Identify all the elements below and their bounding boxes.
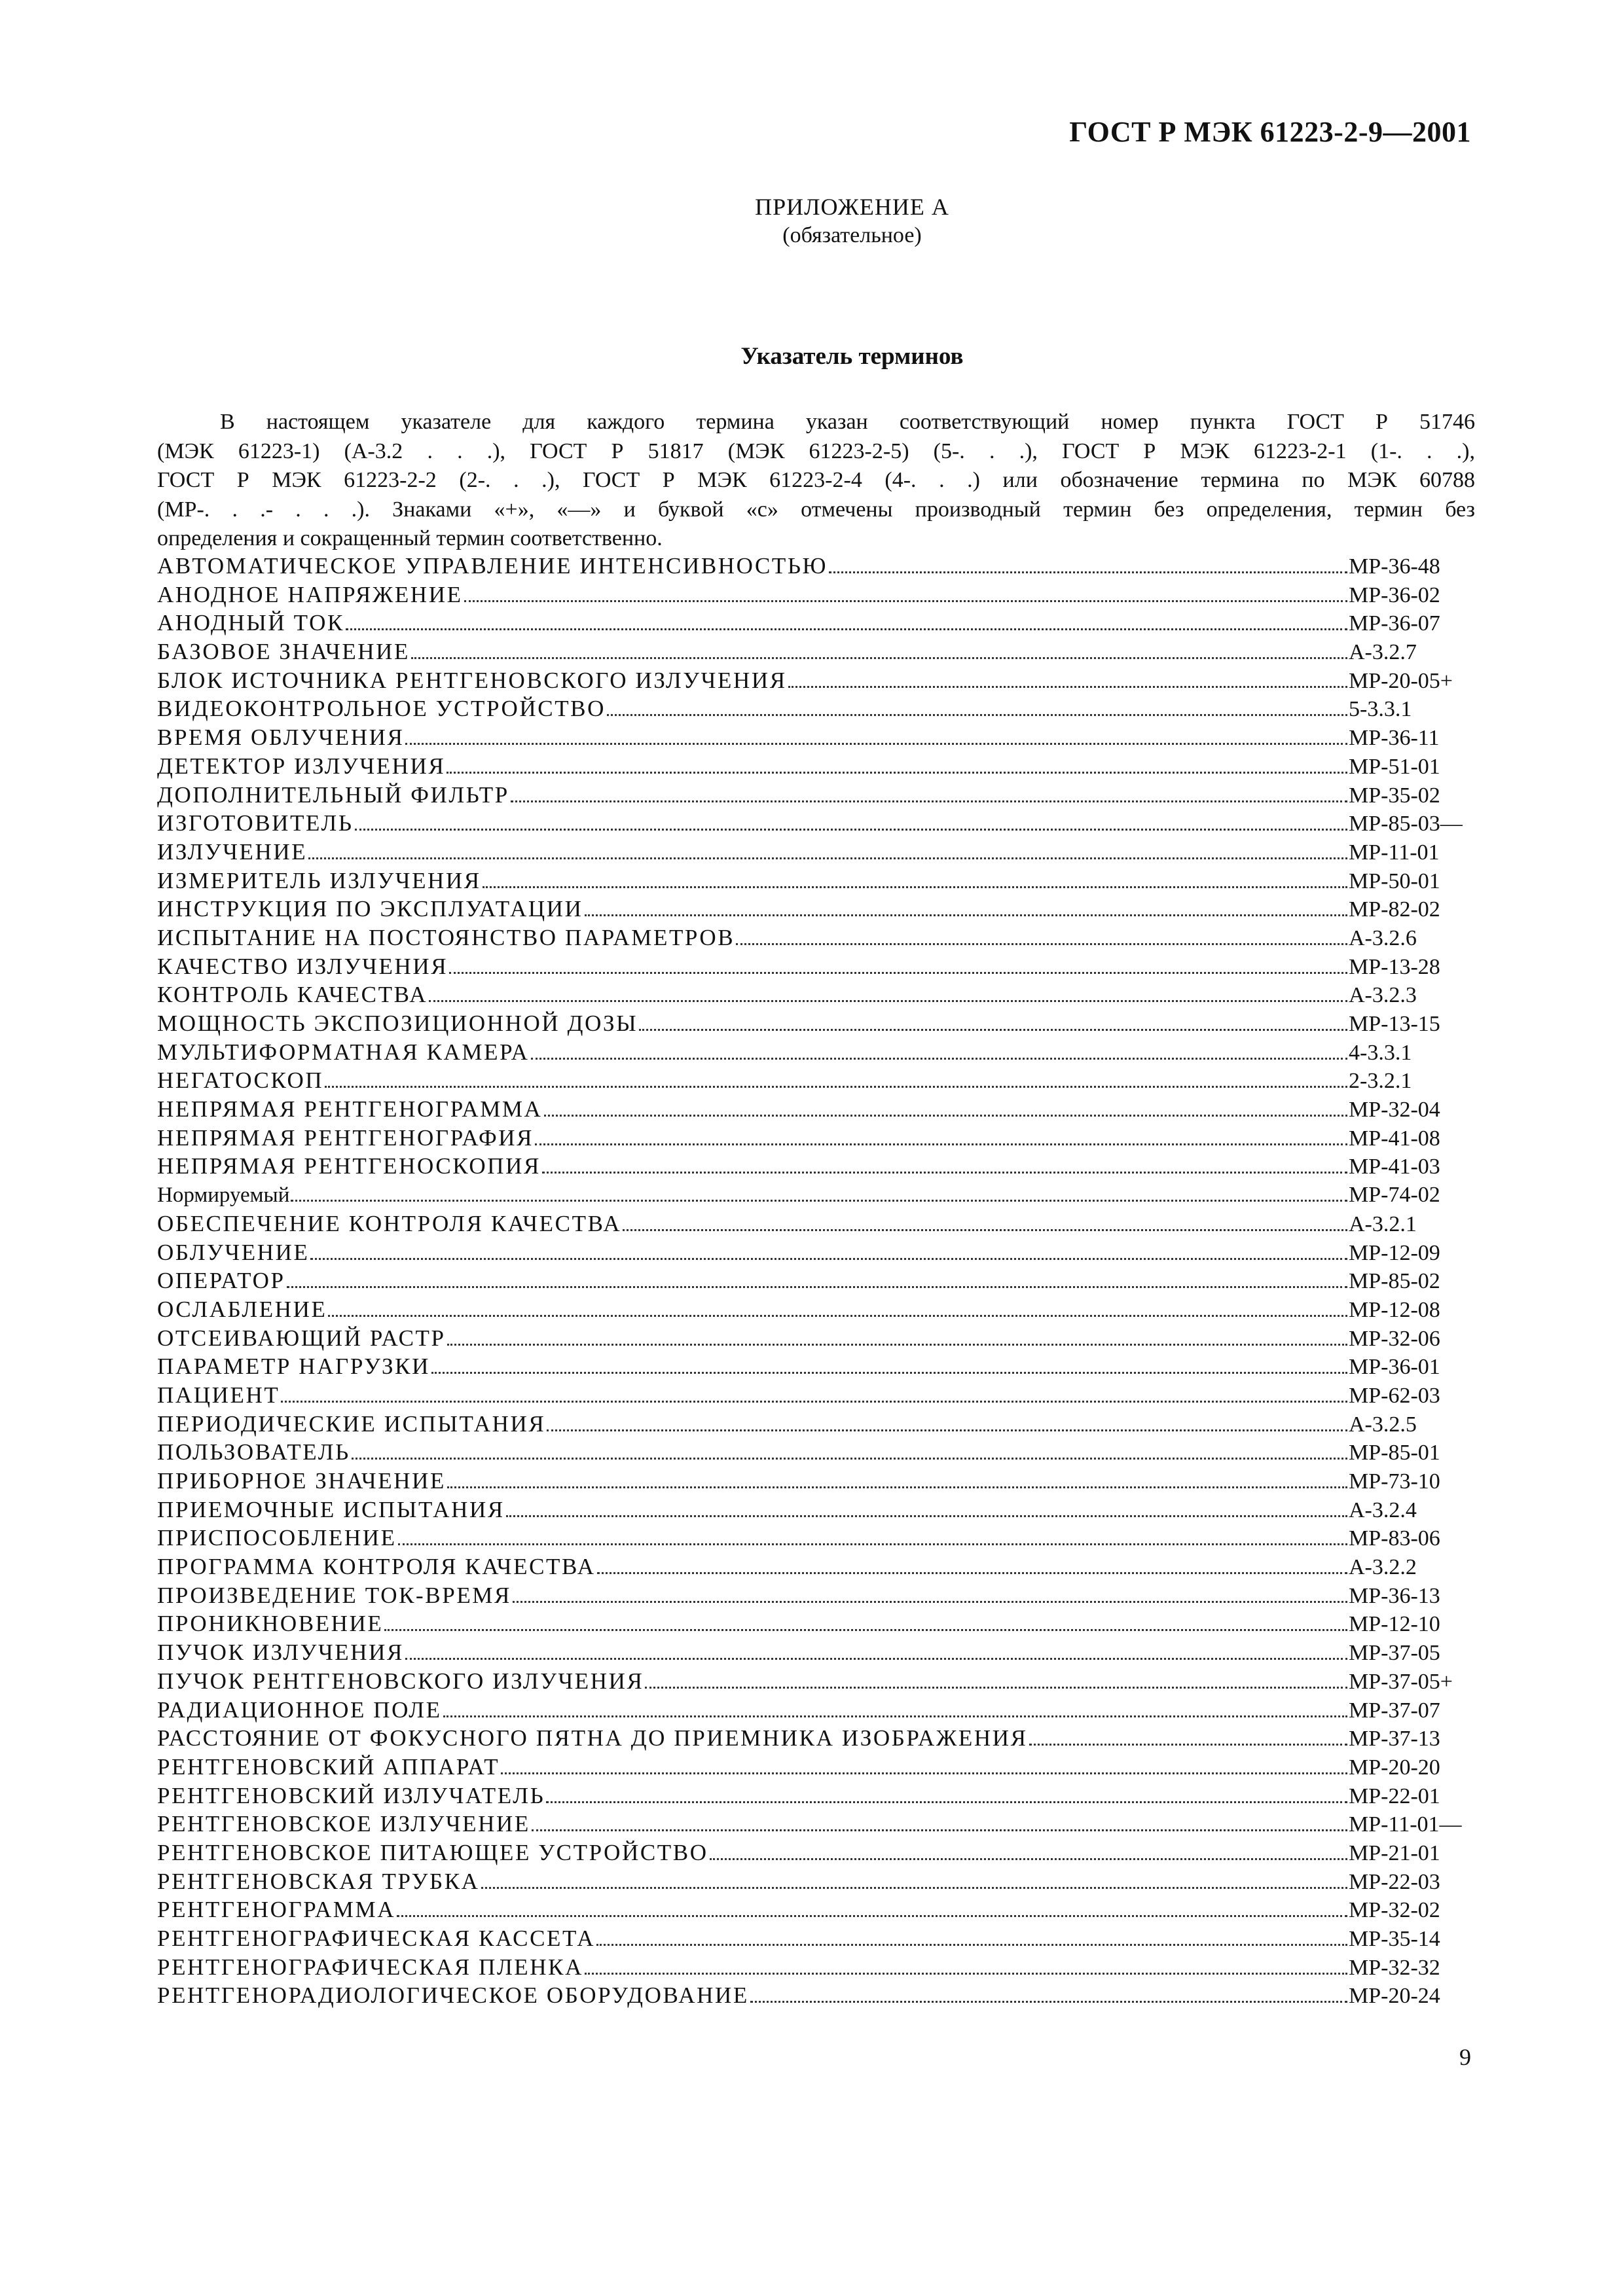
dot-leader: [544, 1115, 1347, 1117]
term-entry: [157, 1581, 1481, 1610]
appendix-subtitle: (обязательное): [782, 223, 922, 247]
dot-leader: [405, 743, 1347, 745]
term-entry: [157, 1552, 1481, 1581]
dot-leader: [429, 1000, 1347, 1002]
appendix-title: ПРИЛОЖЕНИЕ А: [755, 194, 949, 220]
term-entry: [157, 1981, 1481, 2010]
term-entry: [157, 609, 1481, 637]
term-name: КОНТРОЛЬ КАЧЕСТВА: [157, 982, 428, 1008]
term-entry: [157, 1124, 1481, 1153]
term-name: АВТОМАТИЧЕСКОЕ УПРАВЛЕНИЕ ИНТЕНСИВНОСТЬЮ: [157, 553, 828, 579]
term-name: НЕПРЯМАЯ РЕНТГЕНОГРАММА: [157, 1096, 543, 1122]
dot-leader: [449, 972, 1347, 974]
index-title: Указатель терминов: [740, 343, 964, 370]
term-reference: МР-32-04: [1349, 1098, 1440, 1122]
term-reference: МР-13-28: [1349, 954, 1440, 979]
document-code: ГОСТ Р МЭК 61223-2-9—2001: [1069, 116, 1471, 148]
dot-leader: [607, 714, 1347, 716]
term-name: ПУЧОК РЕНТГЕНОВСКОГО ИЗЛУЧЕНИЯ: [157, 1668, 644, 1694]
intro-line: ГОСТ Р МЭК 61223-2-2 (2-. . .), ГОСТ Р МЭК 61223-2-4 (4-. . .) или обозначение термина по МЭК 60788: [157, 468, 1475, 492]
dot-leader: [788, 686, 1347, 688]
term-reference: МР-12-09: [1349, 1240, 1440, 1265]
dot-leader: [411, 657, 1347, 659]
dot-leader: [384, 1629, 1347, 1631]
term-reference: 5-3.3.1: [1349, 697, 1412, 722]
dot-leader: [511, 800, 1347, 802]
term-reference: А-3.2.7: [1349, 640, 1417, 665]
dot-leader: [328, 1315, 1347, 1317]
term-reference: МР-37-05+: [1349, 1669, 1453, 1694]
term-reference: МР-32-02: [1349, 1898, 1440, 1923]
term-entry: [157, 1009, 1481, 1038]
dot-leader: [398, 1543, 1347, 1545]
term-reference: МР-74-02: [1349, 1183, 1440, 1208]
term-reference: МР-32-06: [1349, 1326, 1440, 1351]
term-entry: [157, 1324, 1481, 1353]
term-name: АНОДНЫЙ ТОК: [157, 610, 344, 636]
page-number: 9: [1459, 2044, 1471, 2070]
intro-line: В настоящем указателе для каждого термина указан соответствующий номер пункта ГОСТ Р 51746: [220, 410, 1475, 434]
dot-leader: [585, 914, 1347, 916]
term-reference: МР-50-01: [1349, 869, 1440, 893]
term-name: ОСЛАБЛЕНИЕ: [157, 1296, 327, 1322]
term-entry: [157, 1524, 1481, 1552]
term-entry: [157, 1410, 1481, 1439]
term-entry: [157, 1438, 1481, 1467]
term-entry: [157, 581, 1481, 609]
term-name: РЕНТГЕНОВСКИЙ ИЗЛУЧАТЕЛЬ: [157, 1782, 545, 1808]
term-name: ОБЕСПЕЧЕНИЕ КОНТРОЛЯ КАЧЕСТВА: [157, 1210, 622, 1236]
intro-line: определения и сокращенный термин соответственно.: [157, 526, 663, 550]
term-name: ПАРАМЕТР НАГРУЗКИ: [157, 1354, 430, 1380]
term-reference: МР-36-01: [1349, 1355, 1440, 1380]
term-reference: МР-36-07: [1349, 611, 1440, 636]
dot-leader: [352, 1458, 1347, 1460]
term-entry: [157, 1266, 1481, 1295]
term-entry: [157, 1810, 1481, 1839]
term-name: РЕНТГЕНОВСКОЕ ИЗЛУЧЕНИЕ: [157, 1811, 530, 1837]
term-entry: [157, 1095, 1481, 1124]
dot-leader: [506, 1515, 1347, 1517]
dot-leader: [443, 1715, 1347, 1717]
term-entry: [157, 1066, 1481, 1095]
term-name: РЕНТГЕНОВСКАЯ ТРУБКА: [157, 1868, 480, 1894]
term-reference: МР-82-02: [1349, 897, 1440, 922]
term-name: ИЗГОТОВИТЕЛЬ: [157, 810, 354, 836]
term-name: КАЧЕСТВО ИЗЛУЧЕНИЯ: [157, 953, 448, 979]
term-name: РЕНТГЕНОГРАФИЧЕСКАЯ ПЛЕНКА: [157, 1954, 583, 1980]
term-reference: МР-62-03: [1349, 1383, 1440, 1408]
term-entry: [157, 1953, 1481, 1982]
term-name: ПРИЕМОЧНЫЕ ИСПЫТАНИЯ: [157, 1496, 505, 1522]
term-reference: МР-41-03: [1349, 1155, 1440, 1179]
term-entry: [157, 924, 1481, 952]
term-entry: [157, 867, 1481, 895]
term-reference: МР-35-14: [1349, 1927, 1440, 1951]
term-reference: МР-85-01: [1349, 1441, 1440, 1465]
dot-leader: [597, 1572, 1347, 1574]
dot-leader: [750, 2001, 1347, 2003]
term-entry: [157, 1467, 1481, 1496]
term-reference: 2-3.2.1: [1349, 1069, 1412, 1094]
term-reference: А-3.2.3: [1349, 983, 1417, 1008]
term-name: ПРИСПОСОБЛЕНИЕ: [157, 1525, 397, 1551]
term-entry: [157, 1381, 1481, 1410]
term-name: ДОПОЛНИТЕЛЬНЫЙ ФИЛЬТР: [157, 781, 509, 808]
term-name: ИЗМЕРИТЕЛЬ ИЗЛУЧЕНИЯ: [157, 867, 481, 893]
dot-leader: [535, 1143, 1347, 1145]
term-reference: А-3.2.4: [1349, 1498, 1417, 1522]
term-name: ИСПЫТАНИЕ НА ПОСТОЯНСТВО ПАРАМЕТРОВ: [157, 924, 735, 950]
term-reference: А-3.2.6: [1349, 925, 1417, 950]
term-entry: [157, 809, 1481, 838]
dot-leader: [531, 1058, 1347, 1060]
term-entry: [157, 1782, 1481, 1810]
dot-leader: [596, 1944, 1347, 1946]
term-entry: [157, 1867, 1481, 1896]
dot-leader: [355, 829, 1347, 831]
term-name: РЕНТГЕНОВСКОЕ ПИТАЮЩЕЕ УСТРОЙСТВО: [157, 1839, 708, 1865]
term-reference: МР-85-03—: [1349, 812, 1463, 836]
term-entry: [157, 666, 1481, 695]
dot-leader: [542, 1172, 1347, 1174]
term-name: НЕГАТОСКОП: [157, 1067, 324, 1094]
dot-leader: [287, 1286, 1347, 1288]
term-name: ОТСЕИВАЮЩИЙ РАСТР: [157, 1325, 446, 1351]
dot-leader: [639, 1029, 1347, 1031]
term-reference: МР-32-32: [1349, 1955, 1440, 1980]
term-entry: [157, 552, 1481, 581]
term-name: ДЕТЕКТОР ИЗЛУЧЕНИЯ: [157, 753, 446, 779]
term-name: РЕНТГЕНОВСКИЙ АППАРАТ: [157, 1753, 500, 1780]
term-entry: [157, 1152, 1481, 1181]
term-name: ВИДЕОКОНТРОЛЬНОЕ УСТРОЙСТВО: [157, 696, 606, 722]
term-reference: МР-12-10: [1349, 1612, 1440, 1637]
term-entry: [157, 1753, 1481, 1782]
term-reference: МР-37-07: [1349, 1698, 1440, 1723]
term-name: РАССТОЯНИЕ ОТ ФОКУСНОГО ПЯТНА ДО ПРИЕМНИКА ИЗОБРАЖЕНИЯ: [157, 1725, 1028, 1751]
term-name: МУЛЬТИФОРМАТНАЯ КАМЕРА: [157, 1039, 530, 1065]
term-reference: МР-73-10: [1349, 1469, 1440, 1494]
term-reference: МР-20-24: [1349, 1984, 1440, 2009]
term-reference: А-3.2.1: [1349, 1211, 1417, 1236]
term-name: БАЗОВОЕ ЗНАЧЕНИЕ: [157, 639, 410, 665]
dot-leader: [736, 943, 1347, 945]
term-reference: МР-22-03: [1349, 1869, 1440, 1894]
term-entry: [157, 1667, 1481, 1696]
term-reference: МР-83-06: [1349, 1526, 1440, 1551]
term-entry: [157, 1609, 1481, 1638]
term-name: ПРОГРАММА КОНТРОЛЯ КАЧЕСТВА: [157, 1554, 596, 1580]
term-reference: МР-35-02: [1349, 783, 1440, 808]
term-reference: МР-36-11: [1349, 726, 1440, 751]
term-reference: МР-21-01: [1349, 1840, 1440, 1865]
term-entry: [157, 838, 1481, 867]
dot-leader: [405, 1658, 1347, 1660]
term-reference: МР-20-20: [1349, 1755, 1440, 1780]
term-name: НЕПРЯМАЯ РЕНТГЕНОСКОПИЯ: [157, 1153, 541, 1179]
term-name: ИЗЛУЧЕНИЕ: [157, 838, 308, 865]
dot-leader: [547, 1429, 1347, 1431]
term-entry: [157, 1352, 1481, 1381]
term-reference: МР-51-01: [1349, 754, 1440, 779]
term-entry: [157, 952, 1481, 981]
term-entry: [157, 1924, 1481, 1953]
term-reference: 4-3.3.1: [1349, 1040, 1412, 1065]
dot-leader: [281, 1401, 1347, 1403]
term-name: ПОЛЬЗОВАТЕЛЬ: [157, 1439, 350, 1465]
dot-leader: [346, 628, 1347, 630]
dot-leader: [481, 1887, 1347, 1889]
term-entry: [157, 895, 1481, 924]
dot-leader: [513, 1601, 1347, 1603]
dot-leader: [829, 571, 1347, 573]
term-name: РЕНТГЕНОГРАФИЧЕСКАЯ КАССЕТА: [157, 1926, 596, 1951]
term-reference: МР-36-13: [1349, 1583, 1440, 1608]
term-entry: [157, 1238, 1481, 1267]
dot-leader: [397, 1915, 1347, 1917]
term-name: ПРИБОРНОЕ ЗНАЧЕНИЕ: [157, 1468, 446, 1494]
term-name: ИНСТРУКЦИЯ ПО ЭКСПЛУАТАЦИИ: [157, 896, 583, 922]
term-entry: [157, 723, 1481, 752]
term-entry: [157, 1638, 1481, 1667]
term-index-list: [157, 552, 1481, 2010]
term-entry: [157, 1724, 1481, 1753]
term-reference: МР-11-01: [1349, 840, 1440, 865]
term-name: РЕНТГЕНОРАДИОЛОГИЧЕСКОЕ ОБОРУДОВАНИЕ: [157, 1982, 749, 2009]
dot-leader: [447, 772, 1347, 774]
term-name: БЛОК ИСТОЧНИКА РЕНТГЕНОВСКОГО ИЗЛУЧЕНИЯ: [157, 667, 787, 693]
term-name: ВРЕМЯ ОБЛУЧЕНИЯ: [157, 725, 405, 751]
term-name: РЕНТГЕНОГРАММА: [157, 1897, 396, 1923]
dot-leader: [483, 886, 1347, 888]
term-name: ПАЦИЕНТ: [157, 1382, 280, 1408]
term-name: ПРОНИКНОВЕНИЕ: [157, 1611, 384, 1637]
dot-leader: [291, 1200, 1347, 1202]
term-name: ПЕРИОДИЧЕСКИЕ ИСПЫТАНИЯ: [157, 1410, 546, 1437]
dot-leader: [308, 857, 1347, 859]
term-reference: МР-13-15: [1349, 1012, 1440, 1036]
term-entry: [157, 1696, 1481, 1725]
term-reference: МР-37-05: [1349, 1641, 1440, 1666]
dot-leader: [623, 1229, 1347, 1231]
intro-paragraph: [157, 408, 1475, 554]
dot-leader: [645, 1687, 1347, 1689]
term-reference: МР-20-05+: [1349, 668, 1453, 693]
term-entry: [157, 1181, 1481, 1210]
term-entry: [157, 1839, 1481, 1867]
term-entry: [157, 980, 1481, 1009]
dot-leader: [710, 1858, 1347, 1860]
term-name: АНОДНОЕ НАПРЯЖЕНИЕ: [157, 581, 463, 607]
dot-leader: [501, 1772, 1347, 1774]
term-reference: МР-85-02: [1349, 1269, 1440, 1294]
appendix-heading: [0, 192, 1623, 250]
term-entry: [157, 1295, 1481, 1324]
term-entry: [157, 752, 1481, 781]
term-reference: МР-41-08: [1349, 1126, 1440, 1151]
term-entry: [157, 1038, 1481, 1067]
term-reference: А-3.2.2: [1349, 1555, 1417, 1580]
term-entry: [157, 637, 1481, 666]
term-name: РАДИАЦИОННОЕ ПОЛЕ: [157, 1696, 442, 1723]
dot-leader: [325, 1086, 1347, 1088]
term-reference: МР-12-08: [1349, 1297, 1440, 1322]
term-name: НЕПРЯМАЯ РЕНТГЕНОГРАФИЯ: [157, 1124, 534, 1151]
term-name: ПРОИЗВЕДЕНИЕ ТОК-ВРЕМЯ: [157, 1582, 511, 1608]
term-reference: МР-37-13: [1349, 1727, 1440, 1751]
term-entry: [157, 781, 1481, 810]
dot-leader: [464, 600, 1347, 602]
term-reference: А-3.2.5: [1349, 1412, 1417, 1437]
term-name: ОБЛУЧЕНИЕ: [157, 1239, 310, 1265]
term-name: МОЩНОСТЬ ЭКСПОЗИЦИОННОЙ ДОЗЫ: [157, 1011, 638, 1036]
term-reference: МР-36-48: [1349, 554, 1440, 579]
term-name: ОПЕРАТОР: [157, 1268, 285, 1294]
dot-leader: [447, 1486, 1347, 1488]
dot-leader: [1029, 1744, 1347, 1746]
term-name: Нормируемый: [157, 1183, 290, 1208]
term-reference: МР-36-02: [1349, 583, 1440, 607]
intro-line: (МЭК 61223-1) (А-3.2 . . .), ГОСТ Р 51817 (МЭК 61223-2-5) (5-. . .), ГОСТ Р МЭК 61223-2-1 (1-. . .),: [157, 439, 1475, 463]
intro-line: (МР-. . .- . . .). Знаками «+», «—» и буквой «с» отмечены производный термин без определения, термин без: [157, 497, 1475, 522]
term-entry: [157, 1210, 1481, 1238]
term-name: ПУЧОК ИЗЛУЧЕНИЯ: [157, 1640, 404, 1666]
dot-leader: [546, 1801, 1347, 1803]
dot-leader: [310, 1258, 1347, 1260]
dot-leader: [431, 1372, 1347, 1374]
dot-leader: [447, 1344, 1347, 1346]
dot-leader: [532, 1829, 1347, 1831]
term-entry: [157, 694, 1481, 723]
term-entry: [157, 1895, 1481, 1924]
term-reference: МР-11-01—: [1349, 1812, 1462, 1837]
term-entry: [157, 1496, 1481, 1524]
term-reference: МР-22-01: [1349, 1784, 1440, 1808]
dot-leader: [585, 1973, 1347, 1975]
